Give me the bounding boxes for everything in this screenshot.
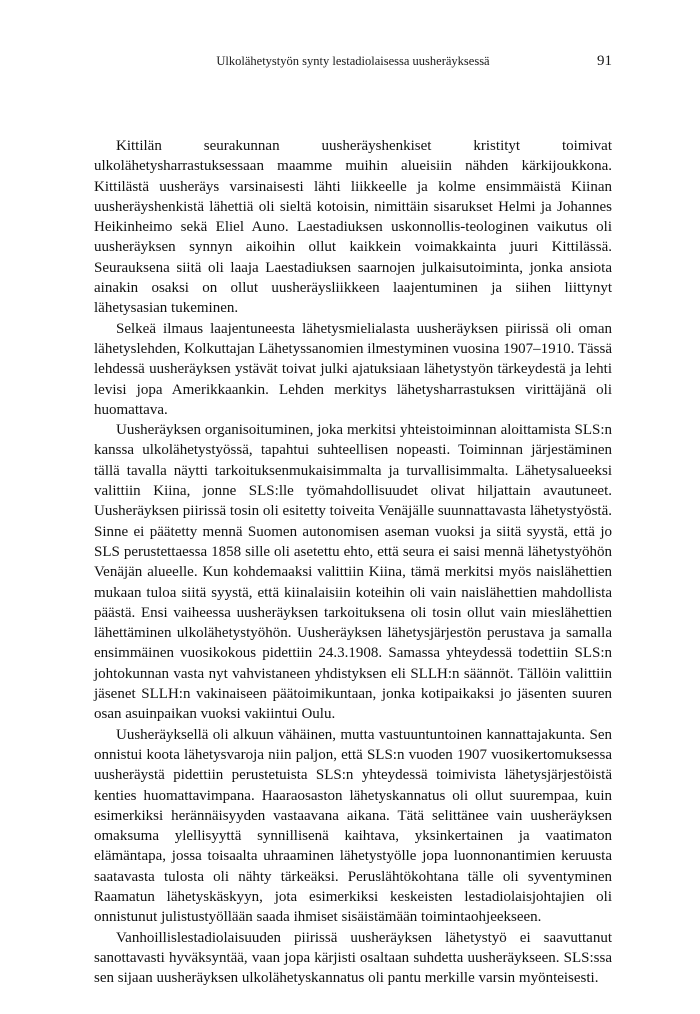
paragraph: Uusheräyksellä oli alkuun vähäinen, mutta vastuuntuntoinen kannattajakunta. Sen onnistui koota lähetysvaroja niin paljon, että SLS:n vuoden 1907 vuosikertomuksessa uusheräystä pidettiin perustetuista SLS:n yhteydessä toimivista lähetysjärjestöistä kenties huomattavimpana. Haaraosaston lähetyskannatus oli ollut suurempaa, kuin esimerkiksi herännäisyyden vastaavana aikana. Tätä selittänee vain uusheräyksen omaksuma ylellisyyttä synnillisenä kaihtava, yksinkertainen ja vaatimaton elämäntapa, jossa toisaalta uhraaminen lähetystyölle jopa luonnonantimien keruusta saatavasta tulosta oli nähty tärkeäksi. Peruslähtökohtana tälle oli syventyminen Raamatun lähetyskäskyyn, jota esimerkiksi keskeisten lestadiolaisjohtajien oli onnistunut julistustyöllään saada ihmiset sisäistämään toimintaohjeekseen. — [94, 726, 612, 926]
body-text — [94, 136, 612, 988]
paragraph: Selkeä ilmaus laajentuneesta lähetysmielialasta uusheräyksen piirissä oli oman lähetyslehden, Kolkuttajan Lähetyssanomien ilmestyminen vuosina 1907–1910. Tässä lehdessä uusheräyksen ystävät toivat julki ajatuksiaan lähetystyön tärkeydestä ja lehti levisi jopa Amerikkaankin. Lehden merkitys lähetysharrastuksen virittäjänä oli huomattava. — [94, 320, 612, 418]
paragraph: Uusheräyksen organisoituminen, joka merkitsi yhteistoiminnan aloittamista SLS:n kanssa ulkolähetystyössä, tapahtui suhteellisen nopeasti. Toiminnan järjestäminen tällä tavalla näytti tarkoituksenmukaisimmalta ja turvallisimmalta. Lähetysalueeksi valittiin Kiina, jonne SLS:lle työmahdollisuudet olivat hiljattain avautuneet. Uusheräyksen piirissä tosin oli esitetty toiveita Venäjälle suunnattavasta lähetystyöstä. Sinne ei päätetty mennä Suomen autonomisen aseman vuoksi ja siitä syystä, että jo SLS perustettaessa 1858 sille oli asetettu ehto, että seura ei saisi mennä lähetystyöhön Venäjän alueelle. Kun kohdemaaksi valittiin Kiina, tämä merkitsi myös naislähettien mukaan tuloa siitä syystä, että kiinalaisiin koteihin oli vain naislähettien mahdollista päästä. Ensi vaiheessa uusheräyksen tarkoituksena oli tosin ollut vain mieslähettien lähettäminen ulkolähetystyöhön. Uusheräyksen lähetysjärjestön perustava ja samalla ensimmäinen vuosikokous pidettiin 24.3.1908. Samassa yhteydessä todettiin SLS:n johtokunnan vasta nyt vahvistaneen yhdistyksen eli SLLH:n säännöt. Tällöin valittiin jäsenet SLLH:n vakinaiseen päätoimikuntaan, jonka kotipaikaksi jo jäsenten suuren osan asuinpaikan vuoksi vakiintui Oulu. — [94, 422, 612, 723]
running-title: Ulkolähetystyön synty lestadiolaisessa uusheräyksessä — [216, 54, 490, 68]
page-number: 91 — [597, 53, 612, 69]
paragraph: Kittilän seurakunnan uusheräyshenkiset kristityt toimivat ulkolähetysharrastuksessaan maamme muihin alueisiin nähden kärkijoukkona. Kittilästä uusheräys varsinaisesti lähti liikkeelle ja kolme ensimmäistä Kiinan uusheräyshenkistä lähettiä oli sieltä kotoisin, nimittäin sisarukset Helmi ja Johannes Heikinheimo sekä Eliel Auno. Laestadiuksen uskonnollis-teologinen vaikutus oli uusheräyksen synnyn aikoihin ollut kaikkein voimakkainta juuri Kittilässä. Seurauksena siitä oli laaja Laestadiuksen saarnojen julkaisutoiminta, jonka ansiota ainakin osaksi on ollut uusheräysliikkeen laajentuminen ja siihen liittynyt lähetysasian tukeminen. — [94, 138, 612, 317]
paragraph: Vanhoillislestadiolaisuuden piirissä uusheräyksen lähetystyö ei saavuttanut sanottavasti hyväksyntää, vaan jopa kärjisti osaltaan suhdetta uusheräykseen. SLS:ssa sen sijaan uusheräyksen ulkolähetyskannatus oli pantu merkille varsin myönteisesti. — [94, 929, 612, 987]
